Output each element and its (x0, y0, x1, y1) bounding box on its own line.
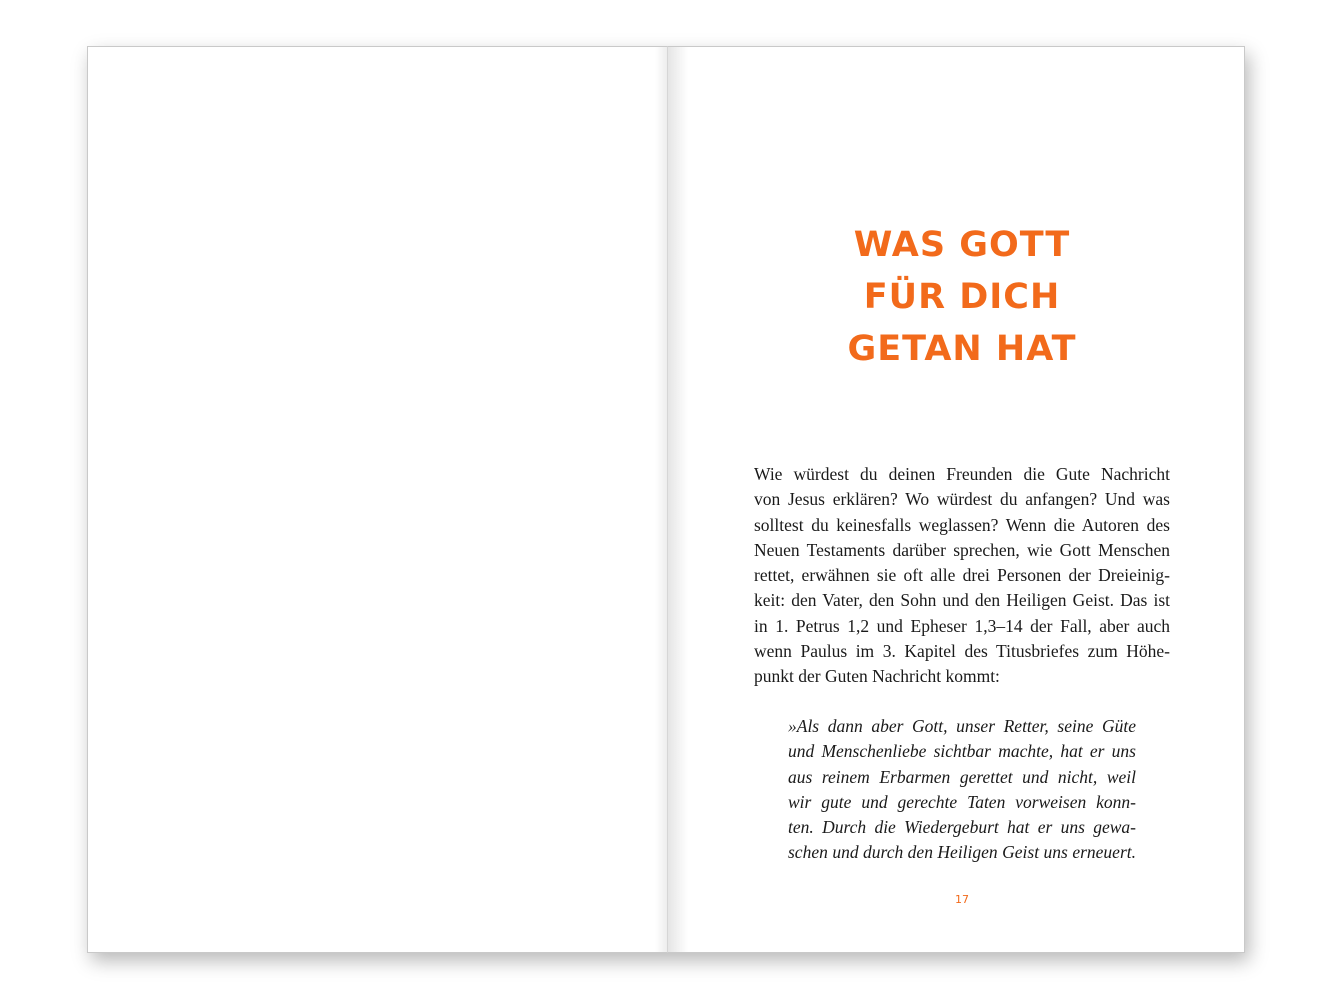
chapter-title-line: GETAN HAT (847, 329, 1077, 369)
quote-line: wir gute und gerechte Taten vorweisen konn- (788, 791, 1136, 812)
body-line: wenn Paulus im 3. Kapitel des Titusbriefes zum Höhe- (754, 641, 1170, 662)
body-line: solltest du keinesfalls weglassen? Wenn die Autoren des (754, 514, 1170, 535)
page-number: 17 (955, 893, 969, 906)
right-gutter-shadow (668, 47, 688, 952)
right-page (667, 46, 1245, 953)
bible-quote (788, 714, 1136, 866)
body-line: punkt der Guten Nachricht kommt: (754, 666, 1000, 687)
quote-line: »Als dann aber Gott, unser Retter, seine Güte (788, 716, 1136, 736)
book-spread (87, 46, 1245, 953)
left-gutter-shadow (655, 47, 667, 952)
quote-line: und Menschenliebe sichtbar machte, hat er uns (788, 741, 1136, 762)
chapter-title-line: WAS GOTT (853, 225, 1071, 265)
quote-line: ten. Durch die Wiedergeburt hat er uns gewa- (788, 817, 1136, 838)
quote-line: schen und durch den Heiligen Geist uns erneuert. (788, 842, 1136, 863)
body-line: Neuen Testaments darüber sprechen, wie Gott Menschen (754, 539, 1170, 560)
body-line: von Jesus erklären? Wo würdest du anfangen? Und was (754, 489, 1170, 510)
body-line: Wie würdest du deinen Freunden die Gute Nachricht (754, 464, 1170, 484)
body-line: rettet, erwähnen sie oft alle drei Personen der Dreieinig- (754, 565, 1170, 586)
chapter-title (668, 219, 1256, 375)
left-page (87, 46, 667, 953)
body-paragraph (754, 462, 1170, 690)
body-line: keit: den Vater, den Sohn und den Heiligen Geist. Das ist (754, 590, 1170, 611)
body-line: in 1. Petrus 1,2 und Epheser 1,3–14 der Fall, aber auch (754, 615, 1170, 636)
chapter-title-line: FÜR DICH (863, 277, 1061, 317)
quote-line: aus reinem Erbarmen gerettet und nicht, weil (788, 766, 1136, 787)
